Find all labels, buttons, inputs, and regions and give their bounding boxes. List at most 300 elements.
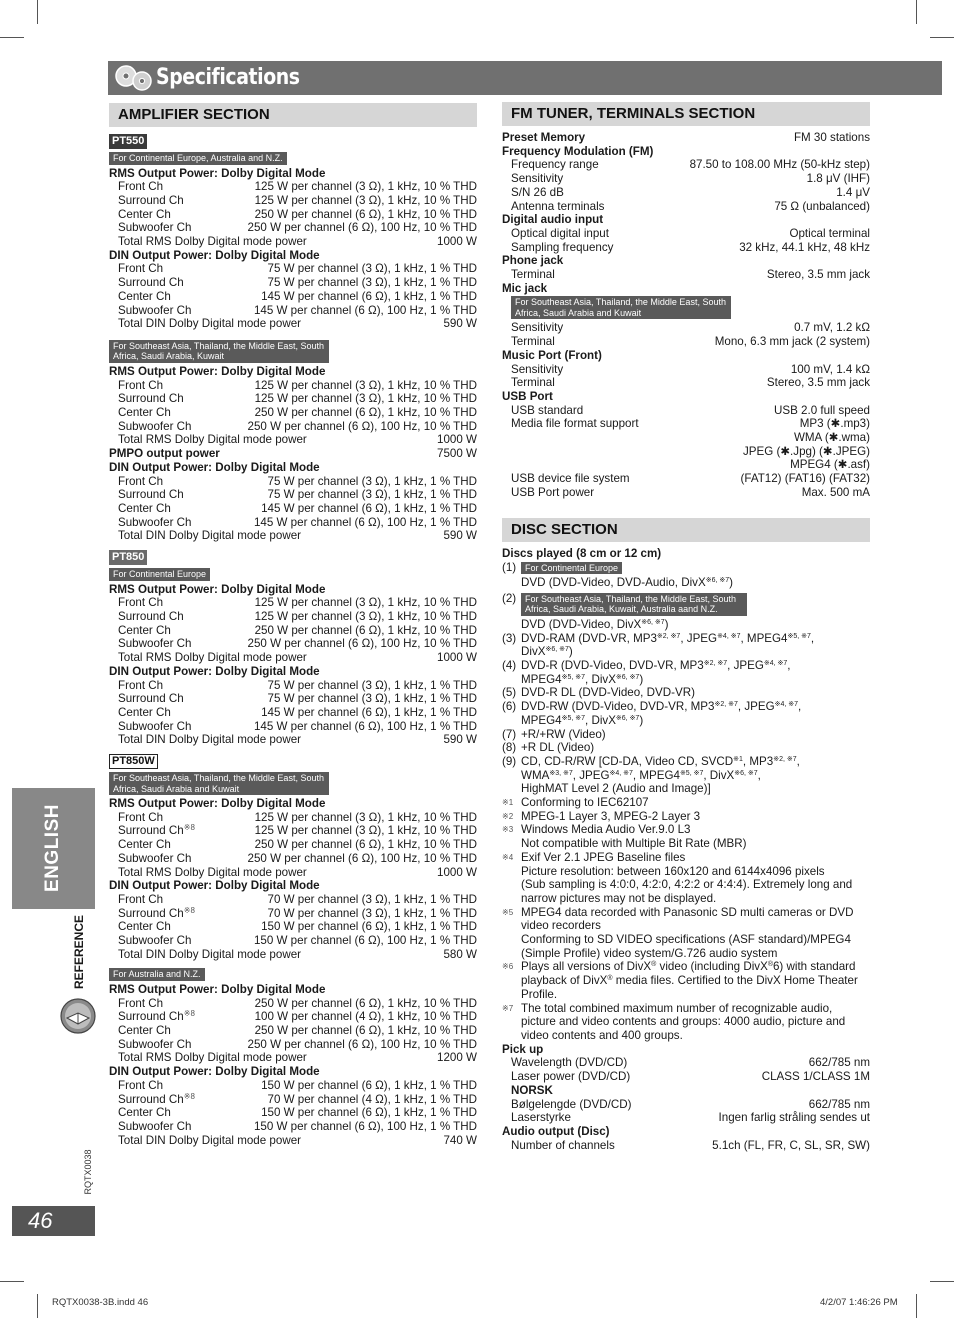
item-marker: ※1 — [502, 798, 514, 808]
spec-value: 125 W per channel (3 Ω), 1 kHz, 10 % THD — [254, 392, 477, 406]
spec-row — [109, 838, 477, 852]
spec-row — [109, 304, 477, 318]
spec-label: S/N 26 dB — [511, 185, 564, 199]
region-badge: For Australia and N.Z. — [109, 968, 205, 981]
crop-mark — [0, 1281, 24, 1282]
spec-value: Ingen farlig stråling sendes ut — [718, 1111, 870, 1125]
disc-item — [502, 561, 870, 577]
crop-mark — [930, 37, 954, 38]
spec-value: (FAT12) (FAT16) (FAT32) — [740, 472, 870, 486]
spec-row — [502, 376, 870, 390]
item-text: The total combined maximum number of recognizable audio, picture and video contents and groups: 4000 audio, picture and video contents and 400 groups. — [521, 1001, 846, 1042]
spec-heading: Discs played (8 cm or 12 cm) — [502, 547, 662, 560]
spec-row — [109, 1079, 477, 1093]
language-label: ENGLISH — [42, 804, 64, 892]
spec-value: 100 W per channel (4 Ω), 1 kHz, 10 % THD — [254, 1010, 477, 1024]
spec-value: 250 W per channel (6 Ω), 100 Hz, 10 % THD — [247, 1037, 477, 1051]
spec-label: Subwoofer Ch — [118, 419, 192, 433]
item-text — [521, 823, 870, 850]
disc-section — [502, 547, 870, 1152]
spec-row — [109, 208, 477, 222]
spec-label: Front Ch — [118, 1078, 164, 1092]
spec-value: 1000 W — [437, 651, 477, 665]
spec-row — [109, 1010, 477, 1024]
spec-row — [109, 1120, 477, 1134]
spec-value: CLASS 1/CLASS 1M — [761, 1070, 870, 1084]
spec-value: Stereo, 3.5 mm jack — [766, 268, 870, 282]
region-badge: For Continental Europe, Australia and N.Z. — [109, 152, 287, 165]
spec-label: Terminal — [511, 376, 555, 390]
book-icon — [59, 997, 97, 1035]
item-text: DVD (DVD-Video, DivX$^{※6, ※7}$) — [521, 617, 669, 631]
spec-value: 1.4 μV — [836, 185, 870, 199]
page-number: 46 — [12, 1206, 95, 1236]
footnote — [502, 906, 870, 961]
spec-label: Preset Memory — [502, 131, 586, 144]
spec-label: Center Ch — [118, 920, 171, 934]
item-text — [521, 561, 870, 577]
spec-label: Center Ch — [118, 501, 171, 515]
spec-value: Surround Ch — [118, 824, 184, 838]
item-text: Exif Ver 2.1 JPEG Baseline files — [521, 850, 686, 864]
spec-row — [109, 948, 477, 962]
spec-label: Front Ch — [118, 810, 164, 824]
spec-row — [109, 1051, 477, 1065]
spec-label: Total RMS Dolby Digital mode power — [118, 651, 307, 665]
fm-section-header: FM TUNER, TERMINALS SECTION — [502, 102, 870, 126]
spec-label: Surround Ch — [118, 488, 184, 502]
spec-label: Sampling frequency — [511, 240, 614, 254]
item-text: DVD-R DL (DVD-Video, DVD-VR) — [521, 686, 695, 700]
spec-value: 145 W per channel (6 Ω), 1 kHz, 1 % THD — [261, 705, 477, 719]
spec-value: 145 W per channel (6 Ω), 1 kHz, 1 % THD — [261, 289, 477, 303]
item-text: DVD (DVD-Video, DVD-Audio, DivX — [521, 576, 706, 590]
spec-value: FM 30 stations — [793, 131, 870, 144]
footnote — [502, 810, 870, 824]
spec-label: USB standard — [511, 403, 584, 417]
spec-row — [109, 811, 477, 825]
spec-row — [109, 475, 477, 489]
spec-label: Center Ch — [118, 1024, 171, 1038]
spec-value: 100 mV, 1.4 kΩ — [790, 362, 870, 376]
item-text: +R DL (Video) — [521, 741, 595, 755]
item-marker: (9) — [502, 754, 517, 768]
spec-heading: USB Port — [502, 389, 553, 403]
spec-label: Subwoofer Ch — [118, 719, 192, 733]
item-text: MPEG4 data recorded with Panasonic SD multi cameras or DVD video recorders — [521, 905, 854, 933]
crop-mark — [916, 1294, 917, 1318]
spec-label: Number of channels — [511, 1138, 615, 1152]
spec-row — [109, 1106, 477, 1120]
footnote — [502, 960, 870, 1001]
item-text: HighMAT Level 2 (Audio and Image)] — [521, 782, 711, 796]
spec-row — [502, 241, 870, 255]
spec-label: Total DIN Dolby Digital mode power — [118, 947, 301, 961]
spec-value: 75 Ω (unbalanced) — [774, 199, 870, 213]
spec-value: 0.7 mV, 1.2 kΩ — [794, 321, 870, 335]
spec-row — [502, 1098, 870, 1112]
spec-label: Sensitivity — [511, 172, 564, 186]
spec-label: Center Ch — [118, 406, 171, 420]
spec-value: 1200 W — [437, 1051, 477, 1065]
spec-heading: Digital audio input — [502, 213, 604, 227]
spec-row — [109, 852, 477, 866]
spec-row — [109, 733, 477, 747]
spec-value: 740 W — [443, 1133, 477, 1147]
page-header — [108, 61, 942, 95]
spec-heading: DIN Output Power: Dolby Digital Mode — [109, 1065, 320, 1079]
spec-label: USB Port power — [511, 485, 595, 499]
spec-value: 145 W per channel (6 Ω), 100 Hz, 1 % THD — [253, 303, 477, 317]
spec-row — [502, 417, 870, 431]
item-text: DVD-RW (DVD-Video, DVD-VR, $MP3^{※2, ※7}$, $JPEG^{※4, ※7}$, $MPEG4^{※5, ※7}$, DivX$^{※6, ※7}$) — [521, 700, 802, 727]
item-marker: ※3 — [502, 825, 514, 835]
spec-row — [109, 824, 477, 838]
spec-row — [109, 624, 477, 638]
spec-value: 70 W per channel (3 Ω), 1 kHz, 1 % THD — [267, 892, 477, 906]
spec-value: 1000 W — [437, 865, 477, 879]
spec-row — [502, 172, 870, 186]
spec-heading: RMS Output Power: Dolby Digital Mode — [109, 582, 326, 596]
language-tab — [12, 788, 95, 909]
spec-label: Center Ch — [118, 623, 171, 637]
spec-label: Subwoofer Ch — [118, 851, 192, 865]
spec-row — [502, 472, 870, 486]
spec-row — [109, 866, 477, 880]
footnote — [502, 796, 870, 810]
item-marker: ※4 — [502, 852, 514, 862]
spec-row — [502, 158, 870, 172]
spec-value: 250 W per channel (6 Ω), 1 kHz, 10 % THD — [254, 838, 477, 852]
spec-label — [109, 824, 195, 838]
item-text: (Sub sampling is 4:0:0, 4:2:0, 4:2:2 or 4:4:4). Extremely long and narrow pictures may not be displayed. — [521, 878, 853, 905]
spec-label: Media file format support — [511, 417, 639, 431]
spec-row — [502, 131, 870, 145]
spec-row — [109, 692, 477, 706]
item-marker: ※7 — [502, 1003, 514, 1013]
spec-value: 145 W per channel (6 Ω), 100 Hz, 1 % THD — [253, 515, 477, 529]
spec-label: Front Ch — [118, 678, 164, 692]
spec-value: 75 W per channel (3 Ω), 1 kHz, 1 % THD — [267, 692, 477, 706]
item-marker: (4) — [502, 659, 517, 673]
spec-row — [109, 920, 477, 934]
spec-heading: RMS Output Power: Dolby Digital Mode — [109, 166, 326, 180]
spec-label: Antenna terminals — [511, 199, 605, 213]
region-badge: For Continental Europe — [521, 562, 622, 575]
spec-label: Front Ch — [118, 996, 164, 1010]
item-text: MPEG-1 Layer 3, MPEG-2 Layer 3 — [521, 809, 701, 823]
model-badge-pt850: PT850 — [109, 550, 147, 565]
spec-row — [109, 502, 477, 516]
spec-label: Surround Ch — [118, 276, 184, 290]
spec-label: Front Ch — [118, 892, 164, 906]
spec-value: 150 W per channel (6 Ω), 1 kHz, 1 % THD — [261, 1078, 477, 1092]
crop-mark — [37, 0, 38, 24]
spec-label: Sensitivity — [511, 362, 564, 376]
spec-label: Subwoofer Ch — [118, 515, 192, 529]
spec-value: 75 W per channel (3 Ω), 1 kHz, 1 % THD — [267, 276, 477, 290]
spec-row — [109, 720, 477, 734]
item-text: DVD (DVD-Video, DVD-Audio, DivX$^{※6, ※7}$) — [521, 576, 733, 590]
spec-value: 87.50 to 108.00 MHz (50-kHz step) — [689, 158, 870, 172]
spec-value: 125 W per channel (3 Ω), 1 kHz, 10 % THD — [254, 824, 477, 838]
spec-row — [109, 420, 477, 434]
spec-heading: NORSK — [511, 1083, 553, 1097]
item-text: CD, CD-R/RW [CD-DA, Video CD, SVCD$^{※1}$, $MP3^{※2, ※7}$, $WMA^{※3, ※7}$, $JPEG^{※4, ※7}$, $MPEG4^{※5, ※7}$, DivX$^{※6, ※7}$, HighMAT Level 2 (Audio and Image)] — [521, 754, 800, 796]
item-marker — [502, 618, 521, 632]
item-text — [521, 906, 870, 961]
spec-value: 250 W per channel (6 Ω), 100 Hz, 10 % THD — [247, 221, 477, 235]
region-badge: For Southeast Asia, Thailand, the Middle East, South Africa, Saudi Arabia and Kuwait — [109, 772, 329, 795]
crop-mark — [930, 1281, 954, 1282]
spec-label: Total RMS Dolby Digital mode power — [118, 235, 307, 249]
item-marker — [502, 576, 521, 590]
spec-row — [502, 200, 870, 214]
spec-label: Laser power (DVD/CD) — [511, 1070, 631, 1084]
spec-label: Front Ch — [118, 596, 164, 610]
spec-row — [502, 268, 870, 282]
disc-section-header: DISC SECTION — [502, 518, 870, 542]
spec-row — [109, 1134, 477, 1148]
spec-value: ※8 — [183, 1009, 195, 1019]
disc-item — [502, 741, 870, 755]
item-text: DVD (DVD-Video, DivX — [521, 617, 642, 631]
crop-mark — [916, 0, 917, 24]
spec-label: Total RMS Dolby Digital mode power — [118, 865, 307, 879]
discs-icon — [114, 64, 154, 92]
spec-label: Subwoofer Ch — [118, 637, 192, 651]
spec-label — [109, 907, 195, 921]
spec-value: 125 W per channel (3 Ω), 1 kHz, 10 % THD — [254, 810, 477, 824]
model-badge-pt550: PT550 — [109, 134, 147, 149]
item-marker: (8) — [502, 741, 517, 755]
footnote — [502, 1002, 870, 1043]
spec-row — [502, 1111, 870, 1125]
spec-label: Center Ch — [118, 1106, 171, 1120]
model-badge-pt850w: PT850W — [109, 754, 158, 769]
spec-row — [109, 1038, 477, 1052]
spec-heading: DIN Output Power: Dolby Digital Mode — [109, 879, 320, 893]
disc-item — [502, 686, 870, 700]
spec-row — [502, 321, 870, 335]
item-text: Picture resolution: between 160x120 and 6144x4096 pixels — [521, 864, 825, 878]
footer-file: RQTX0038-3B.indd 46 — [52, 1297, 149, 1308]
spec-row — [109, 194, 477, 208]
item-marker: (1) — [502, 560, 517, 574]
item-text: +R/+RW (Video) — [521, 727, 606, 741]
spec-label: Center Ch — [118, 289, 171, 303]
spec-row — [109, 637, 477, 651]
spec-value: 250 W per channel (6 Ω), 1 kHz, 10 % THD — [254, 623, 477, 637]
region-badge: For Southeast Asia, Thailand, the Middle East, South Africa, Saudi Arabia, Kuwait — [109, 340, 329, 363]
spec-heading: Phone jack — [502, 254, 564, 268]
spec-row — [109, 447, 477, 461]
spec-value: 150 W per channel (6 Ω), 1 kHz, 1 % THD — [261, 920, 477, 934]
spec-label: Wavelength (DVD/CD) — [511, 1056, 628, 1070]
footnote — [502, 851, 870, 906]
spec-value: ※8 — [183, 1091, 195, 1101]
item-marker: (6) — [502, 700, 517, 714]
spec-row — [109, 679, 477, 693]
spec-heading: Frequency Modulation (FM) — [502, 144, 654, 158]
spec-value: 662/785 nm — [808, 1097, 870, 1111]
spec-heading: Music Port (Front) — [502, 348, 602, 362]
disc-item — [502, 700, 870, 727]
spec-value: 150 W per channel (6 Ω), 100 Hz, 1 % THD — [253, 1119, 477, 1133]
spec-value: 590 W — [443, 529, 477, 543]
spec-label: Sensitivity — [511, 321, 564, 335]
spec-label: Front Ch — [118, 378, 164, 392]
spec-label: Terminal — [511, 268, 555, 282]
crop-mark — [37, 1294, 38, 1318]
spec-value: 7500 W — [437, 447, 477, 461]
spec-label: Center Ch — [118, 207, 171, 221]
spec-row — [109, 1024, 477, 1038]
spec-row — [109, 221, 477, 235]
doc-code: RQTX0038 — [83, 1149, 94, 1195]
amplifier-section-header: AMPLIFIER SECTION — [109, 103, 477, 127]
spec-row — [109, 516, 477, 530]
spec-label: Center Ch — [118, 838, 171, 852]
spec-value: 125 W per channel (3 Ω), 1 kHz, 10 % THD — [254, 193, 477, 207]
spec-value: 70 W per channel (4 Ω), 1 kHz, 1 % THD — [267, 1092, 477, 1106]
spec-value: 590 W — [443, 317, 477, 331]
spec-label: Surround Ch — [118, 692, 184, 706]
spec-value: Surround Ch — [118, 1010, 184, 1024]
spec-label: PMPO output power — [109, 447, 220, 461]
spec-row — [109, 276, 477, 290]
spec-row — [109, 406, 477, 420]
spec-row — [109, 262, 477, 276]
spec-row — [109, 180, 477, 194]
spec-value: 75 W per channel (3 Ω), 1 kHz, 1 % THD — [267, 474, 477, 488]
spec-row — [109, 893, 477, 907]
spec-value: 590 W — [443, 733, 477, 747]
spec-label: Total DIN Dolby Digital mode power — [118, 733, 301, 747]
spec-row — [502, 404, 870, 418]
spec-value: ※8 — [183, 905, 195, 915]
spec-row — [109, 610, 477, 624]
spec-heading: RMS Output Power: Dolby Digital Mode — [109, 364, 326, 378]
spec-value: 250 W per channel (6 Ω), 100 Hz, 10 % THD — [247, 637, 477, 651]
spec-value: 125 W per channel (3 Ω), 1 kHz, 10 % THD — [254, 609, 477, 623]
reference-label: REFERENCE — [72, 914, 87, 990]
spec-heading: Mic jack — [502, 281, 548, 295]
spec-row — [109, 997, 477, 1011]
crop-mark — [0, 37, 24, 38]
spec-value: 75 W per channel (3 Ω), 1 kHz, 1 % THD — [267, 262, 477, 276]
spec-label: Surround Ch — [118, 193, 184, 207]
spec-label: Subwoofer Ch — [118, 221, 192, 235]
item-marker: ※2 — [502, 811, 514, 821]
item-text: DVD-R (DVD-Video, DVD-VR, $MP3^{※2, ※7}$, $JPEG^{※4, ※7}$, $MPEG4^{※5, ※7}$, DivX$^{※6, ※7}$) — [521, 659, 791, 686]
spec-value: ※8 — [183, 823, 195, 833]
spec-value: 75 W per channel (3 Ω), 1 kHz, 1 % THD — [267, 678, 477, 692]
spec-value: 662/785 nm — [808, 1056, 870, 1070]
region-badge: For Continental Europe — [109, 568, 210, 581]
spec-label: Subwoofer Ch — [118, 303, 192, 317]
spec-value: MP3 (✱.mp3) — [799, 417, 870, 431]
spec-row — [109, 596, 477, 610]
fm-section — [502, 131, 870, 500]
spec-row — [109, 379, 477, 393]
spec-value: MPEG4 (✱.asf) — [790, 458, 870, 472]
spec-value: 150 W per channel (6 Ω), 1 kHz, 1 % THD — [261, 1106, 477, 1120]
spec-label: Terminal — [511, 335, 555, 349]
spec-heading: DIN Output Power: Dolby Digital Mode — [109, 664, 320, 678]
spec-value: 250 W per channel (6 Ω), 1 kHz, 10 % THD — [254, 207, 477, 221]
disc-item — [502, 576, 870, 590]
spec-value: 70 W per channel (3 Ω), 1 kHz, 1 % THD — [267, 906, 477, 920]
spec-value: 145 W per channel (6 Ω), 100 Hz, 1 % THD — [253, 719, 477, 733]
disc-item — [502, 659, 870, 686]
disc-item — [502, 632, 870, 659]
spec-value: 5.1ch (FL, FR, C, SL, SR, SW) — [712, 1138, 870, 1152]
spec-row — [502, 1056, 870, 1070]
spec-value: WMA (✱.wma) — [793, 431, 870, 445]
spec-label: Front Ch — [118, 262, 164, 276]
item-text: Not compatible with Multiple Bit Rate (MBR) — [521, 837, 747, 851]
spec-value: Mono, 6.3 mm jack (2 system) — [714, 335, 870, 349]
region-badge: For Southeast Asia, Thailand, the Middle East, South Africa, Saudi Arabia, Kuwait, Australia aand N.Z. — [521, 593, 747, 616]
spec-value: Surround Ch — [118, 1092, 184, 1106]
item-marker: ※5 — [502, 907, 514, 917]
spec-row — [502, 1070, 870, 1084]
spec-value: 125 W per channel (3 Ω), 1 kHz, 10 % THD — [254, 378, 477, 392]
spec-value: JPEG (✱.Jpg) (✱.JPEG) — [742, 444, 870, 458]
item-marker: (2) — [502, 591, 517, 605]
item-text: Conforming to IEC62107 — [521, 796, 649, 810]
spec-value: Surround Ch — [118, 906, 184, 920]
spec-value: 580 W — [443, 947, 477, 961]
page-title: Specifications — [156, 65, 300, 90]
spec-value: USB 2.0 full speed — [773, 403, 870, 417]
spec-row — [502, 335, 870, 349]
spec-label: Subwoofer Ch — [118, 1119, 192, 1133]
spec-value: Optical terminal — [789, 226, 870, 240]
spec-heading: DIN Output Power: Dolby Digital Mode — [109, 248, 320, 262]
item-marker: ※6 — [502, 962, 514, 972]
spec-label: Total RMS Dolby Digital mode power — [118, 433, 307, 447]
spec-row — [109, 290, 477, 304]
amplifier-section — [109, 131, 477, 1147]
spec-value: 150 W per channel (6 Ω), 100 Hz, 1 % THD — [253, 934, 477, 948]
spec-value: 250 W per channel (6 Ω), 100 Hz, 10 % THD — [247, 419, 477, 433]
spec-value: 1000 W — [437, 235, 477, 249]
spec-label: Total RMS Dolby Digital mode power — [118, 1051, 307, 1065]
spec-label: Total DIN Dolby Digital mode power — [118, 1133, 301, 1147]
spec-label: Surround Ch — [118, 392, 184, 406]
disc-item — [502, 618, 870, 632]
spec-heading: Audio output (Disc) — [502, 1124, 610, 1138]
spec-heading: RMS Output Power: Dolby Digital Mode — [109, 982, 326, 996]
spec-value: 125 W per channel (3 Ω), 1 kHz, 10 % THD — [254, 180, 477, 194]
item-text: Windows Media Audio Ver.9.0 L3 — [521, 823, 691, 837]
spec-row — [109, 392, 477, 406]
spec-label — [109, 1093, 195, 1107]
spec-heading: Pick up — [502, 1042, 544, 1056]
item-text — [521, 592, 870, 618]
item-text: Plays all versions of DivX® video (including DivX®6) with standard playback of DivX® media files. Certified to the DivX Home Theater Profile. — [521, 960, 858, 1001]
item-marker: (3) — [502, 631, 517, 645]
spec-label: Front Ch — [118, 180, 164, 194]
spec-label: Subwoofer Ch — [118, 1037, 192, 1051]
spec-value: 250 W per channel (6 Ω), 1 kHz, 10 % THD — [254, 406, 477, 420]
spec-label: Frequency range — [511, 158, 599, 172]
spec-row — [502, 1139, 870, 1153]
spec-label: Optical digital input — [511, 226, 609, 240]
spec-row — [109, 1093, 477, 1107]
